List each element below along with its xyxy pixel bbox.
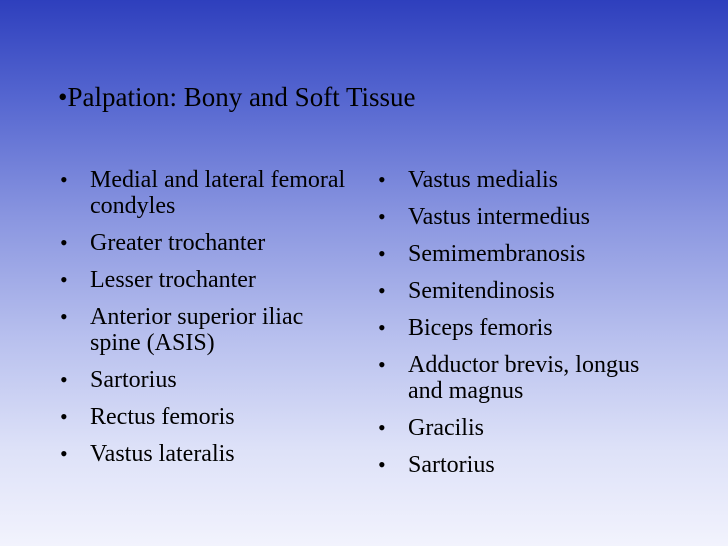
list-item bbox=[58, 367, 358, 393]
list-item-text: Medial and lateral femoral condyles bbox=[90, 167, 346, 219]
list-item bbox=[376, 315, 646, 341]
list-item-text: Sartorius bbox=[90, 367, 177, 393]
bullet-icon: • bbox=[378, 204, 386, 229]
list-item-text: Rectus femoris bbox=[90, 404, 235, 430]
right-bullet-list bbox=[376, 167, 646, 489]
list-item bbox=[376, 452, 646, 478]
list-item bbox=[376, 278, 646, 304]
list-item-text: Anterior superior iliac spine (ASIS) bbox=[90, 304, 304, 356]
list-item bbox=[376, 167, 646, 193]
list-item bbox=[58, 404, 358, 430]
list-item-text: Semimembranosis bbox=[408, 241, 586, 267]
list-item bbox=[58, 304, 358, 356]
list-item bbox=[376, 241, 646, 267]
list-item bbox=[376, 204, 646, 230]
bullet-icon: • bbox=[378, 315, 386, 340]
list-item-text: Gracilis bbox=[408, 415, 484, 441]
list-item-text: Vastus lateralis bbox=[90, 441, 235, 467]
list-item-text: Adductor brevis, longus and magnus bbox=[408, 352, 640, 404]
left-bullet-list bbox=[58, 167, 358, 478]
bullet-icon: • bbox=[60, 367, 68, 392]
list-item-text: Sartorius bbox=[408, 452, 495, 478]
list-item bbox=[58, 230, 358, 256]
list-item-text: Vastus intermedius bbox=[408, 204, 590, 230]
bullet-icon: • bbox=[60, 230, 68, 255]
slide-title: •Palpation: Bony and Soft Tissue bbox=[58, 82, 416, 112]
list-item-text: Biceps femoris bbox=[408, 315, 553, 341]
bullet-icon: • bbox=[378, 452, 386, 477]
list-item-text: Semitendinosis bbox=[408, 278, 555, 304]
list-item-text: Vastus medialis bbox=[408, 167, 558, 193]
bullet-icon: • bbox=[378, 278, 386, 303]
bullet-icon: • bbox=[60, 441, 68, 466]
bullet-icon: • bbox=[60, 267, 68, 292]
bullet-icon: • bbox=[378, 415, 386, 440]
bullet-icon: • bbox=[378, 241, 386, 266]
list-item bbox=[58, 167, 358, 219]
list-item bbox=[376, 352, 646, 404]
list-item bbox=[58, 441, 358, 467]
list-item-text: Greater trochanter bbox=[90, 230, 266, 256]
list-item bbox=[376, 415, 646, 441]
bullet-icon: • bbox=[378, 167, 386, 192]
bullet-icon: • bbox=[60, 404, 68, 429]
list-item-text: Lesser trochanter bbox=[90, 267, 256, 293]
list-item bbox=[58, 267, 358, 293]
bullet-icon: • bbox=[378, 352, 386, 377]
bullet-icon: • bbox=[60, 167, 68, 192]
bullet-icon: • bbox=[60, 304, 68, 329]
